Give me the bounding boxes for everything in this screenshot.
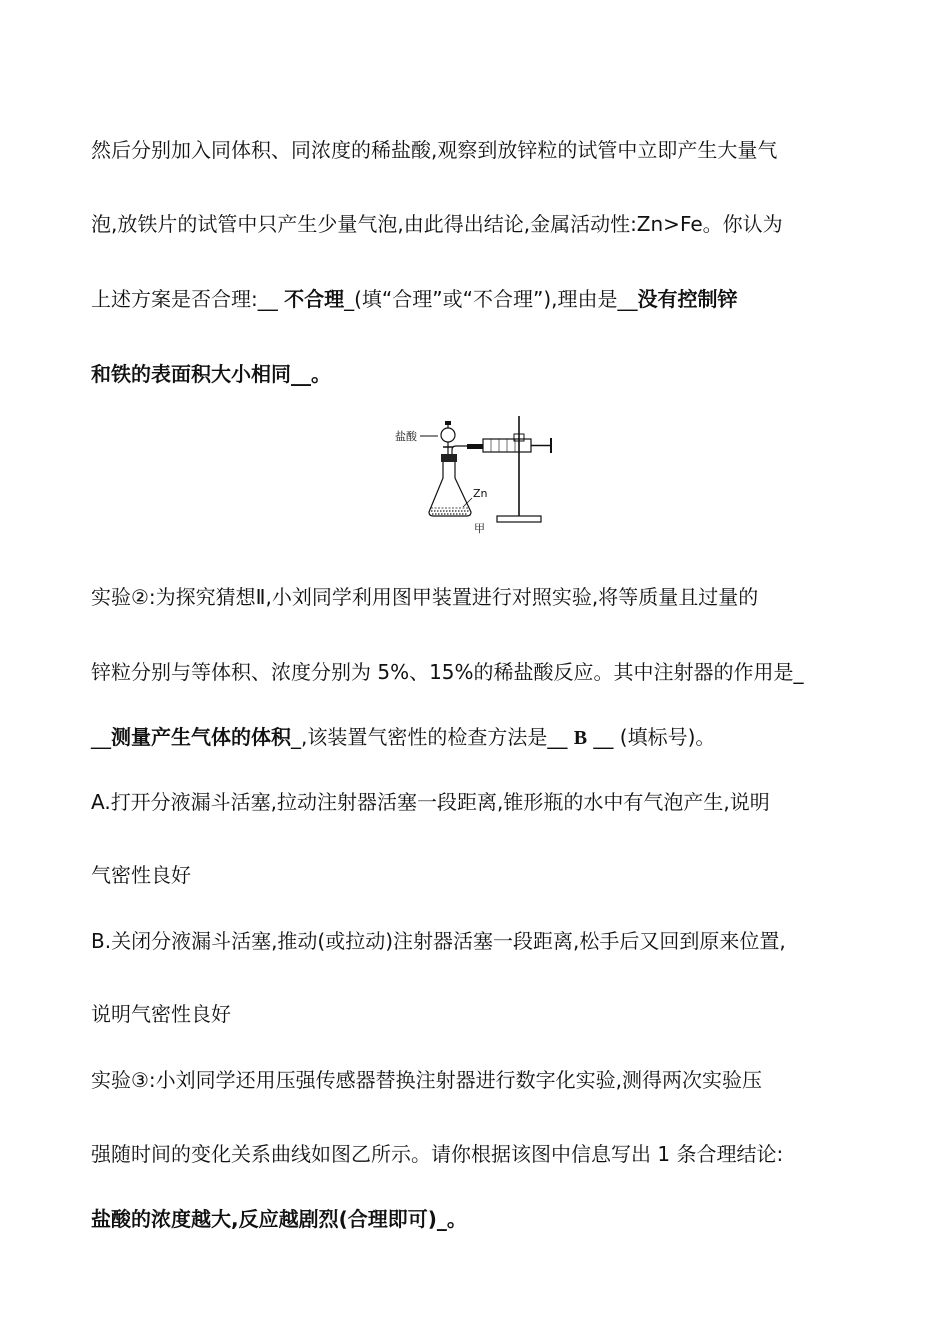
option-b-cont xyxy=(91,1000,861,1028)
rubber-tube xyxy=(467,444,483,449)
paragraph-text: __。 xyxy=(291,362,331,386)
paragraph-text: 上述方案是否合理:__ xyxy=(91,287,285,311)
text-line xyxy=(91,360,861,388)
paragraph-text: _。 xyxy=(436,1207,467,1231)
paragraph-text: _,该装置气密性的检查方法是__ xyxy=(291,725,574,749)
answer-text: B xyxy=(573,727,588,749)
answer-text: 测量产生气体的体积 xyxy=(111,725,291,749)
option-text: 说明气密性良好 xyxy=(91,1002,231,1026)
answer-text: 和铁的表面积大小相同 xyxy=(91,362,291,386)
acid-label: 盐酸 xyxy=(395,430,417,443)
option-text: 气密性良好 xyxy=(91,863,191,887)
option-text: B.关闭分液漏斗活塞,推动(或拉动)注射器活塞一段距离,松手后又回到原来位置, xyxy=(91,929,786,953)
answer-text: 盐酸的浓度越大,反应越剧烈(合理即可) xyxy=(91,1207,437,1231)
apparatus-diagram xyxy=(393,410,563,540)
separatory-funnel-bulb xyxy=(441,428,455,442)
zinc-granules xyxy=(431,511,469,514)
text-line xyxy=(91,583,861,611)
option-a xyxy=(91,788,861,816)
flask-stopper xyxy=(441,454,457,462)
paragraph-text: 实验③:小刘同学还用压强传感器替换注射器进行数字化实验,测得两次实验压 xyxy=(91,1068,763,1092)
zn-label: Zn xyxy=(473,487,488,500)
paragraph-text: 然后分别加入同体积、同浓度的稀盐酸,观察到放锌粒的试管中立即产生大量气 xyxy=(91,138,778,162)
answer-text: 不合理 xyxy=(284,287,345,311)
paragraph-text: 锌粒分别与等体积、浓度分别为 5%、15%的稀盐酸反应。其中注射器的作用是_ xyxy=(91,660,804,684)
text-line xyxy=(91,136,861,164)
stand-base xyxy=(497,516,541,522)
text-line xyxy=(91,1066,861,1094)
text-line xyxy=(91,1140,861,1168)
paragraph-text: _(填“合理”或“不合理”),理由是__ xyxy=(344,287,638,311)
paragraph-text: __ xyxy=(91,725,111,749)
answer-text: 没有控制锌 xyxy=(637,287,738,311)
text-line xyxy=(91,1205,861,1233)
text-line xyxy=(91,658,861,686)
option-a-cont xyxy=(91,861,861,889)
text-line xyxy=(91,285,861,313)
text-line xyxy=(91,210,861,238)
apparatus-figure xyxy=(393,410,563,540)
paragraph-text: 泡,放铁片的试管中只产生少量气泡,由此得出结论,金属活动性:Zn>Fe。你认为 xyxy=(91,212,783,236)
paragraph-text: 强随时间的变化关系曲线如图乙所示。请你根据该图中信息写出 1 条合理结论: xyxy=(91,1142,784,1166)
paragraph-text: 实验②:为探究猜想Ⅱ,小刘同学利用图甲装置进行对照实验,将等质量且过量的 xyxy=(91,585,759,609)
option-b xyxy=(91,927,861,955)
text-line xyxy=(91,723,861,752)
figure-caption: 甲 xyxy=(474,522,485,535)
funnel-stopper xyxy=(445,421,451,425)
option-text: A.打开分液漏斗活塞,拉动注射器活塞一段距离,锥形瓶的水中有气泡产生,说明 xyxy=(91,790,770,814)
paragraph-text: __ (填标号)。 xyxy=(587,725,716,749)
